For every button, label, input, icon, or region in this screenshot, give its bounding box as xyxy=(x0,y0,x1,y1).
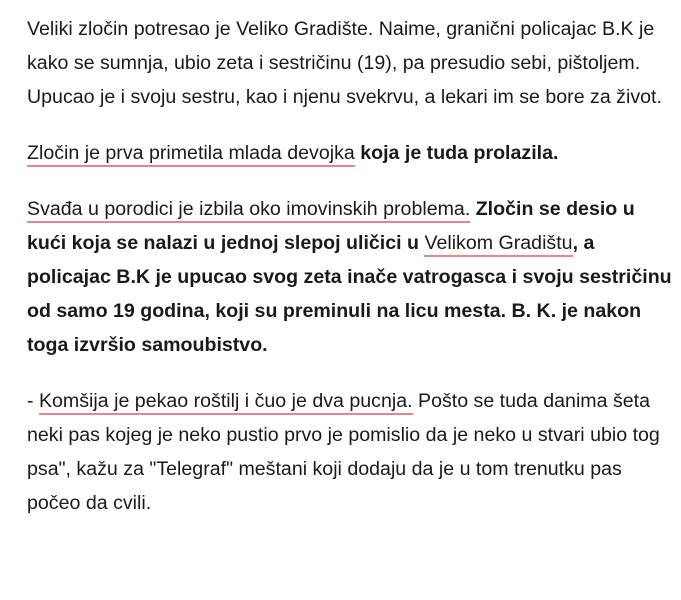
article-body xyxy=(27,12,672,542)
paragraph-discovery xyxy=(27,136,672,170)
paragraph-intro xyxy=(27,12,672,114)
dispute-bold-text-b: , a policajac B.K je upucao svog zeta inače vatrogasca i svoju sestričinu od samo 19 godina, koji su preminuli na licu mesta. B. K. je nakon toga izvršio samoubistvo. xyxy=(27,232,672,356)
paragraph-dispute xyxy=(27,192,672,362)
paragraph-neighbor-quote xyxy=(27,384,672,520)
quote-dash: - xyxy=(27,390,39,412)
dispute-link[interactable]: Svađa u porodici je izbila oko imovinskih problema. xyxy=(27,198,470,223)
neighbor-quote-text: Pošto se tuda danima šeta neki pas kojeg je neko pustio prvo je pomislio da je neko u stvari ubio tog psa", kažu za "Telegraf" meštani koji dodaju da je u tom trenutku pas počeo da cvili. xyxy=(27,390,660,514)
discovery-link[interactable]: Zločin je prva primetila mlada devojka xyxy=(27,142,355,167)
discovery-bold-text: koja je tuda prolazila. xyxy=(360,142,559,164)
neighbor-link[interactable]: Komšija je pekao roštilj i čuo je dva pucnja. xyxy=(39,390,413,415)
intro-text: Veliki zločin potresao je Veliko Gradište. Naime, granični policajac B.K je kako se sumnja, ubio zeta i sestričinu (19), pa presudio sebi, pištoljem. Upucao je i svoju sestru, kao i njenu svekrvu, a lekari im se bore za život. xyxy=(27,18,662,108)
place-link[interactable]: Velikom Gradištu xyxy=(424,232,572,257)
dispute-bold-text-a: Zločin se desio u kući koja se nalazi u jednoj slepoj uličici u xyxy=(27,198,635,254)
